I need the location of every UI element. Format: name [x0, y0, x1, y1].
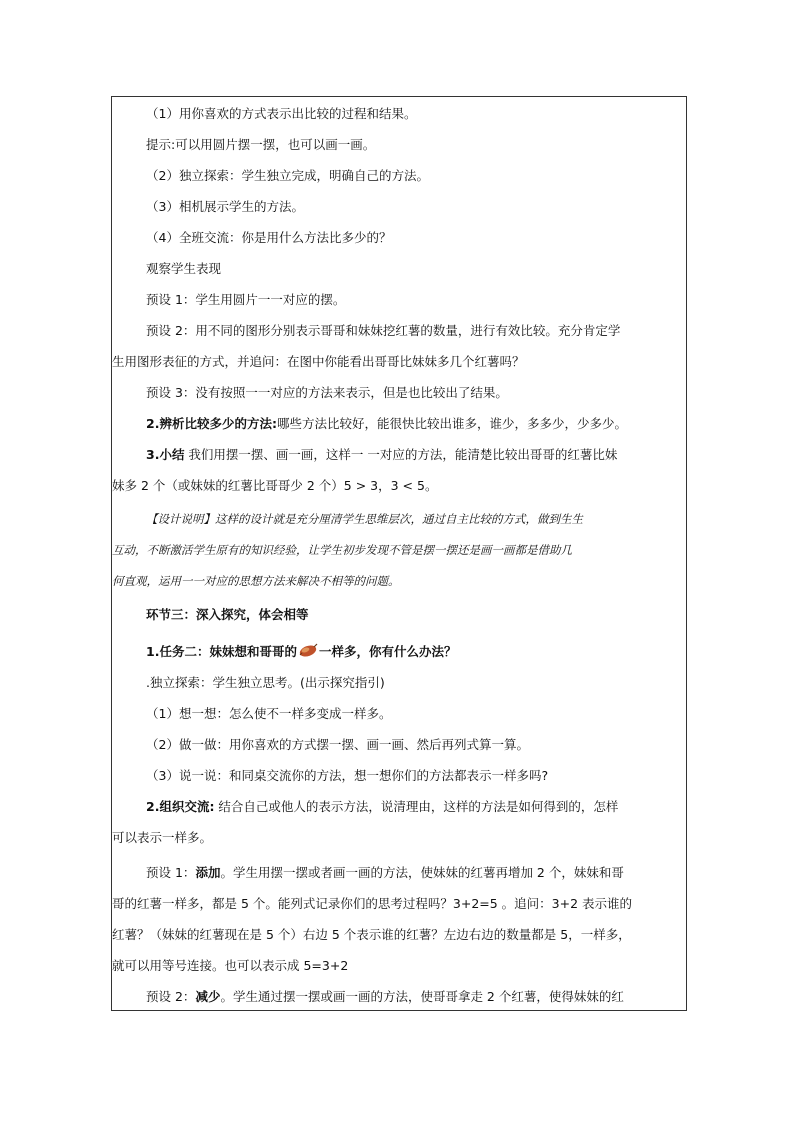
observe-line: 观察学生表现: [146, 261, 222, 276]
document-table-cell: [111, 96, 687, 1011]
summary-line-b: 妹多 2 个（或妹妹的红薯比哥哥少 2 个）5 > 3，3 < 5。: [112, 478, 438, 493]
step-2-line: （2）独立探索：学生独立完成，明确自己的方法。: [146, 168, 429, 183]
preset-2-line-b: 生用图形表征的方式，并追问：在图中你能看出哥哥比妹妹多几个红薯吗？: [112, 354, 525, 369]
organize-exchange-line-b: 可以表示一样多。: [112, 830, 213, 845]
lesson-plan-content: [112, 97, 686, 1012]
do-line: （2）做一做：用你喜欢的方式摆一摆、画一画、然后再列式算一算。: [146, 737, 529, 752]
preset-add-line-c: 红薯？（妹妹的红薯现在是 5 个）右边 5 个表示谁的红薯？左边右边的数量都是 5，一样多，: [112, 927, 631, 942]
say-line: （3）说一说：和同桌交流你的方法，想一想你们的方法都表示一样多吗?: [146, 768, 549, 783]
design-note-line-c: 何直观，运用一一对应的思想方法来解决不相等的问题。: [112, 574, 400, 588]
hint-line: 提示:可以用圆片摆一摆，也可以画一画。: [146, 137, 376, 152]
preset-add-line-d: 就可以用等号连接。也可以表示成 5=3+2: [112, 958, 349, 973]
preset-2-line-a: 预设 2：用不同的图形分别表示哥哥和妹妹挖红薯的数量，进行有效比较。充分肯定学: [146, 323, 621, 338]
step-3-line: （3）相机展示学生的方法。: [146, 199, 304, 214]
preset-1-line: 预设 1：学生用圆片一一对应的摆。: [146, 292, 346, 307]
preset-add-line-b: 哥的红薯一样多，都是 5 个。能列式记录你们的思考过程吗？3+2=5 。追问：3+2 表示谁的: [112, 896, 633, 911]
step-1-line: （1）用你喜欢的方式表示出比较的过程和结果。: [146, 106, 417, 121]
analyze-methods-line: 2.辨析比较多少的方法:哪些方法比较好，能很快比较出谁多，谁少，多多少，少多少。: [146, 416, 627, 431]
sweet-potato-icon: [298, 639, 318, 656]
independent-explore-line: .独立探索：学生独立思考。(出示探究指引): [146, 675, 385, 690]
preset-reduce-line: 预设 2：减少。学生通过摆一摆或画一画的方法，使哥哥拿走 2 个红薯，使得妹妹的红: [146, 989, 624, 1004]
preset-3-line: 预设 3：没有按照一一对应的方法来表示，但是也比较出了结果。: [146, 385, 508, 400]
organize-exchange-line-a: 2.组织交流: 结合自己或他人的表示方法，说清理由，这样的方法是如何得到的，怎样: [146, 799, 619, 814]
step-4-line: （4）全班交流：你是用什么方法比多少的？: [146, 230, 392, 245]
task-2-line: 1.任务二：妹妹想和哥哥的 一样多，你有什么办法？: [146, 636, 678, 667]
design-note-line-a: 【设计说明】这样的设计就是充分厘清学生思维层次，通过自主比较的方式，做到生生: [146, 512, 583, 526]
summary-line-a: 3.小结 我们用摆一摆、画一画，这样一 一对应的方法，能清楚比较出哥哥的红薯比妹: [146, 447, 618, 462]
preset-add-line-a: 预设 1：添加。学生用摆一摆或者画一画的方法，使妹妹的红薯再增加 2 个，妹妹和哥: [146, 865, 624, 880]
design-note-line-b: 互动，不断激活学生原有的知识经验，让学生初步发现不管是摆一摆还是画一画都是借助几: [112, 543, 572, 557]
think-line: （1）想一想：怎么使不一样多变成一样多。: [146, 706, 392, 721]
section-3-heading: 环节三：深入探究，体会相等: [146, 607, 309, 622]
